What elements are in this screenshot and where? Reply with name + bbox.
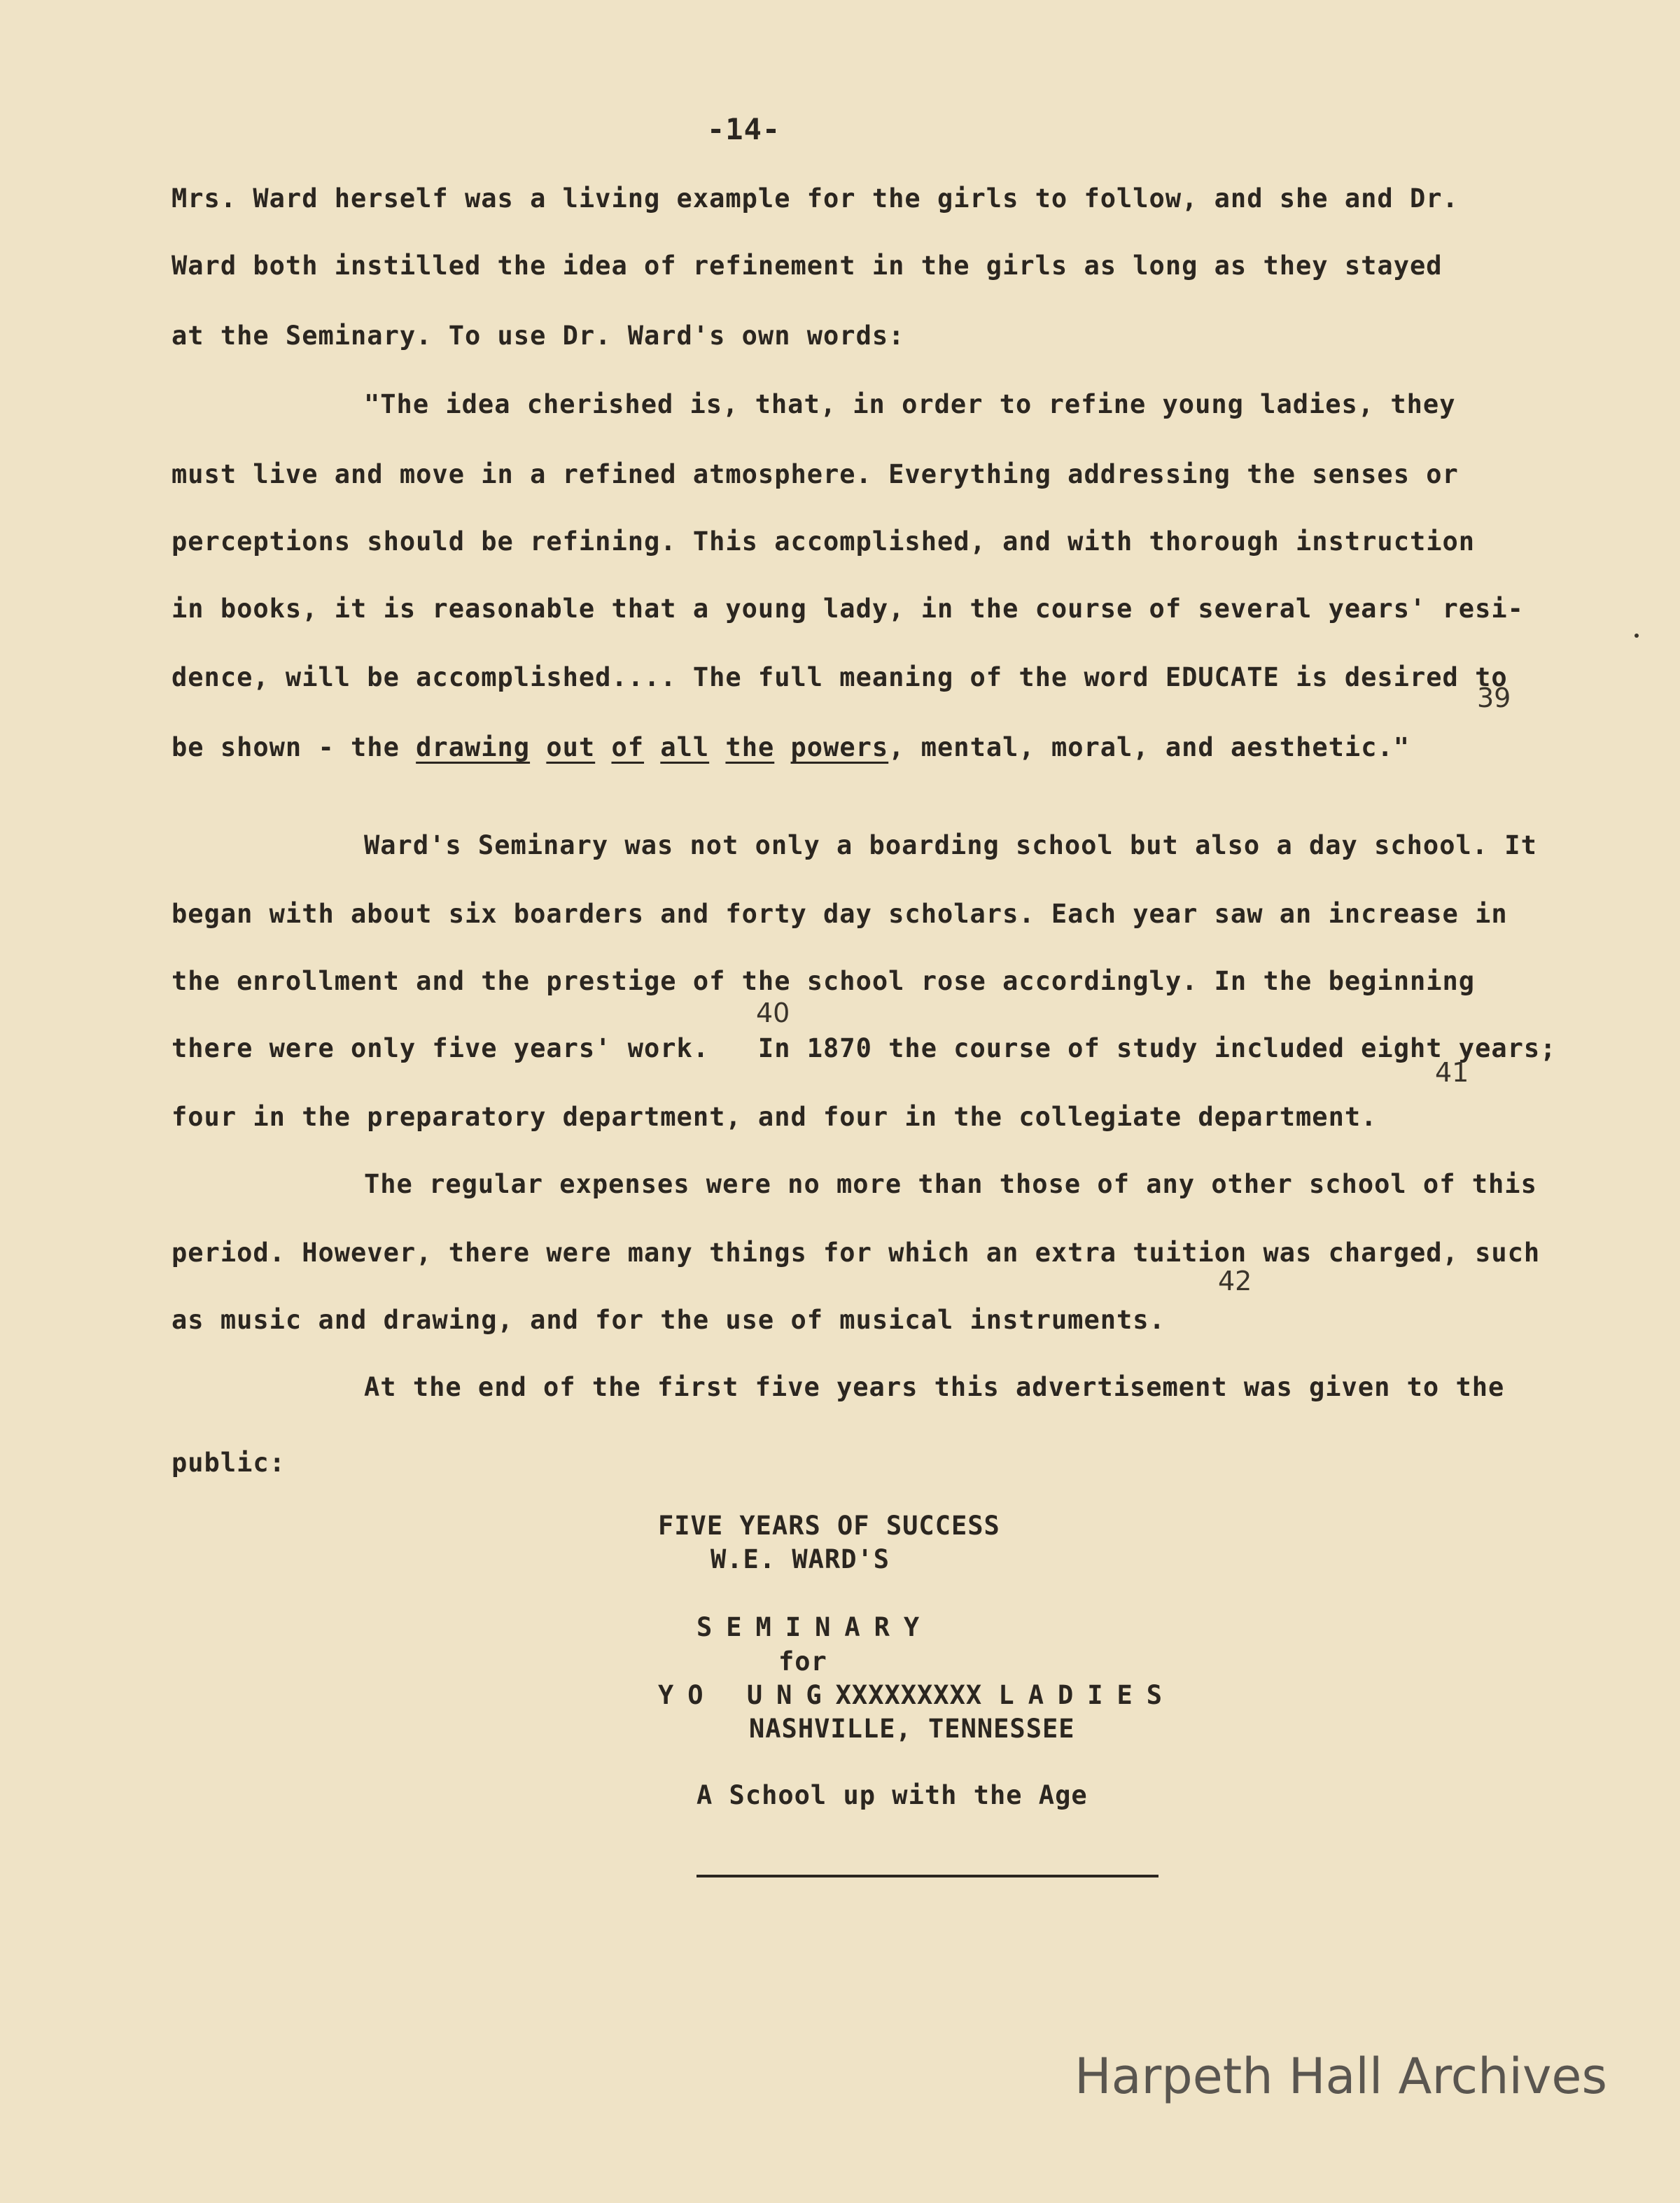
ad-seminary: SEMINARY	[696, 1612, 934, 1642]
footnote-marker-42: 42	[1218, 1266, 1252, 1296]
footnote-marker-39: 39	[1477, 683, 1511, 713]
underlined-word: the	[725, 732, 775, 762]
text-line: At the end of the first five years this advertisement was given to the	[364, 1372, 1505, 1402]
text-line: Ward both instilled the idea of refinement in the girls as long as they stayed	[172, 251, 1443, 281]
text-line: dence, will be accomplished.... The full meaning of the word EDUCATE is desired to	[172, 662, 1508, 692]
text-line: must live and move in a refined atmosphere. Everything addressing the senses or	[172, 459, 1459, 489]
quote-end-pre: be shown - the	[172, 732, 416, 762]
horizontal-rule	[696, 1875, 1158, 1877]
text-line: began with about six boarders and forty day scholars. Each year saw an increase in	[172, 899, 1508, 929]
text-line: public:	[172, 1448, 286, 1478]
archive-watermark: Harpeth Hall Archives	[1074, 2048, 1607, 2105]
text-line: the enrollment and the prestige of the school rose accordingly. In the beginning	[172, 966, 1476, 996]
underlined-word: drawing	[416, 732, 531, 762]
text-line: period. However, there were many things for which an extra tuition was charged, such	[172, 1238, 1541, 1268]
text-line: Ward's Seminary was not only a boarding school but also a day school. It	[364, 830, 1537, 860]
text-line: The regular expenses were no more than those of any other school of this	[364, 1169, 1537, 1199]
text-line: at the Seminary. To use Dr. Ward's own words:	[172, 321, 905, 351]
footnote-marker-40: 40	[756, 998, 790, 1028]
ad-strikeout: XXXXXXXXX	[835, 1680, 983, 1710]
quote-end-post: , mental, moral, and aesthetic."	[888, 732, 1410, 762]
ink-dot	[1634, 634, 1639, 638]
ad-motto: A School up with the Age	[696, 1780, 1088, 1810]
ad-for: for	[778, 1646, 827, 1677]
text-line: there were only five years' work. In 1870 the course of study included eight years;	[172, 1033, 1557, 1063]
text-line: perceptions should be refining. This accomplished, and with thorough instruction	[172, 526, 1476, 557]
text-line: "The idea cherished is, that, in order to refine young ladies, they	[364, 389, 1456, 419]
ad-young-ladies-line	[658, 1680, 1176, 1710]
ad-young: YO UNG	[658, 1680, 836, 1710]
underlined-word: of	[611, 732, 645, 762]
page-number: -14-	[707, 112, 781, 146]
text-line: in books, it is reasonable that a young lady, in the course of several years' resi-	[172, 594, 1524, 624]
underlined-word: out	[546, 732, 596, 762]
quote-end-line	[172, 732, 1410, 762]
underlined-word: powers	[790, 732, 889, 762]
ad-location: NASHVILLE, TENNESSEE	[749, 1714, 1075, 1744]
underlined-word: all	[660, 732, 710, 762]
ad-ladies: LADIES	[998, 1680, 1177, 1710]
ad-headline: FIVE YEARS OF SUCCESS	[658, 1511, 1000, 1541]
text-line: four in the preparatory department, and four in the collegiate department.	[172, 1102, 1378, 1132]
text-line: as music and drawing, and for the use of musical instruments.	[172, 1305, 1166, 1335]
text-line: Mrs. Ward herself was a living example for the girls to follow, and she and Dr.	[172, 183, 1459, 214]
footnote-marker-41: 41	[1435, 1057, 1469, 1088]
ad-name: W.E. WARD'S	[710, 1544, 890, 1574]
